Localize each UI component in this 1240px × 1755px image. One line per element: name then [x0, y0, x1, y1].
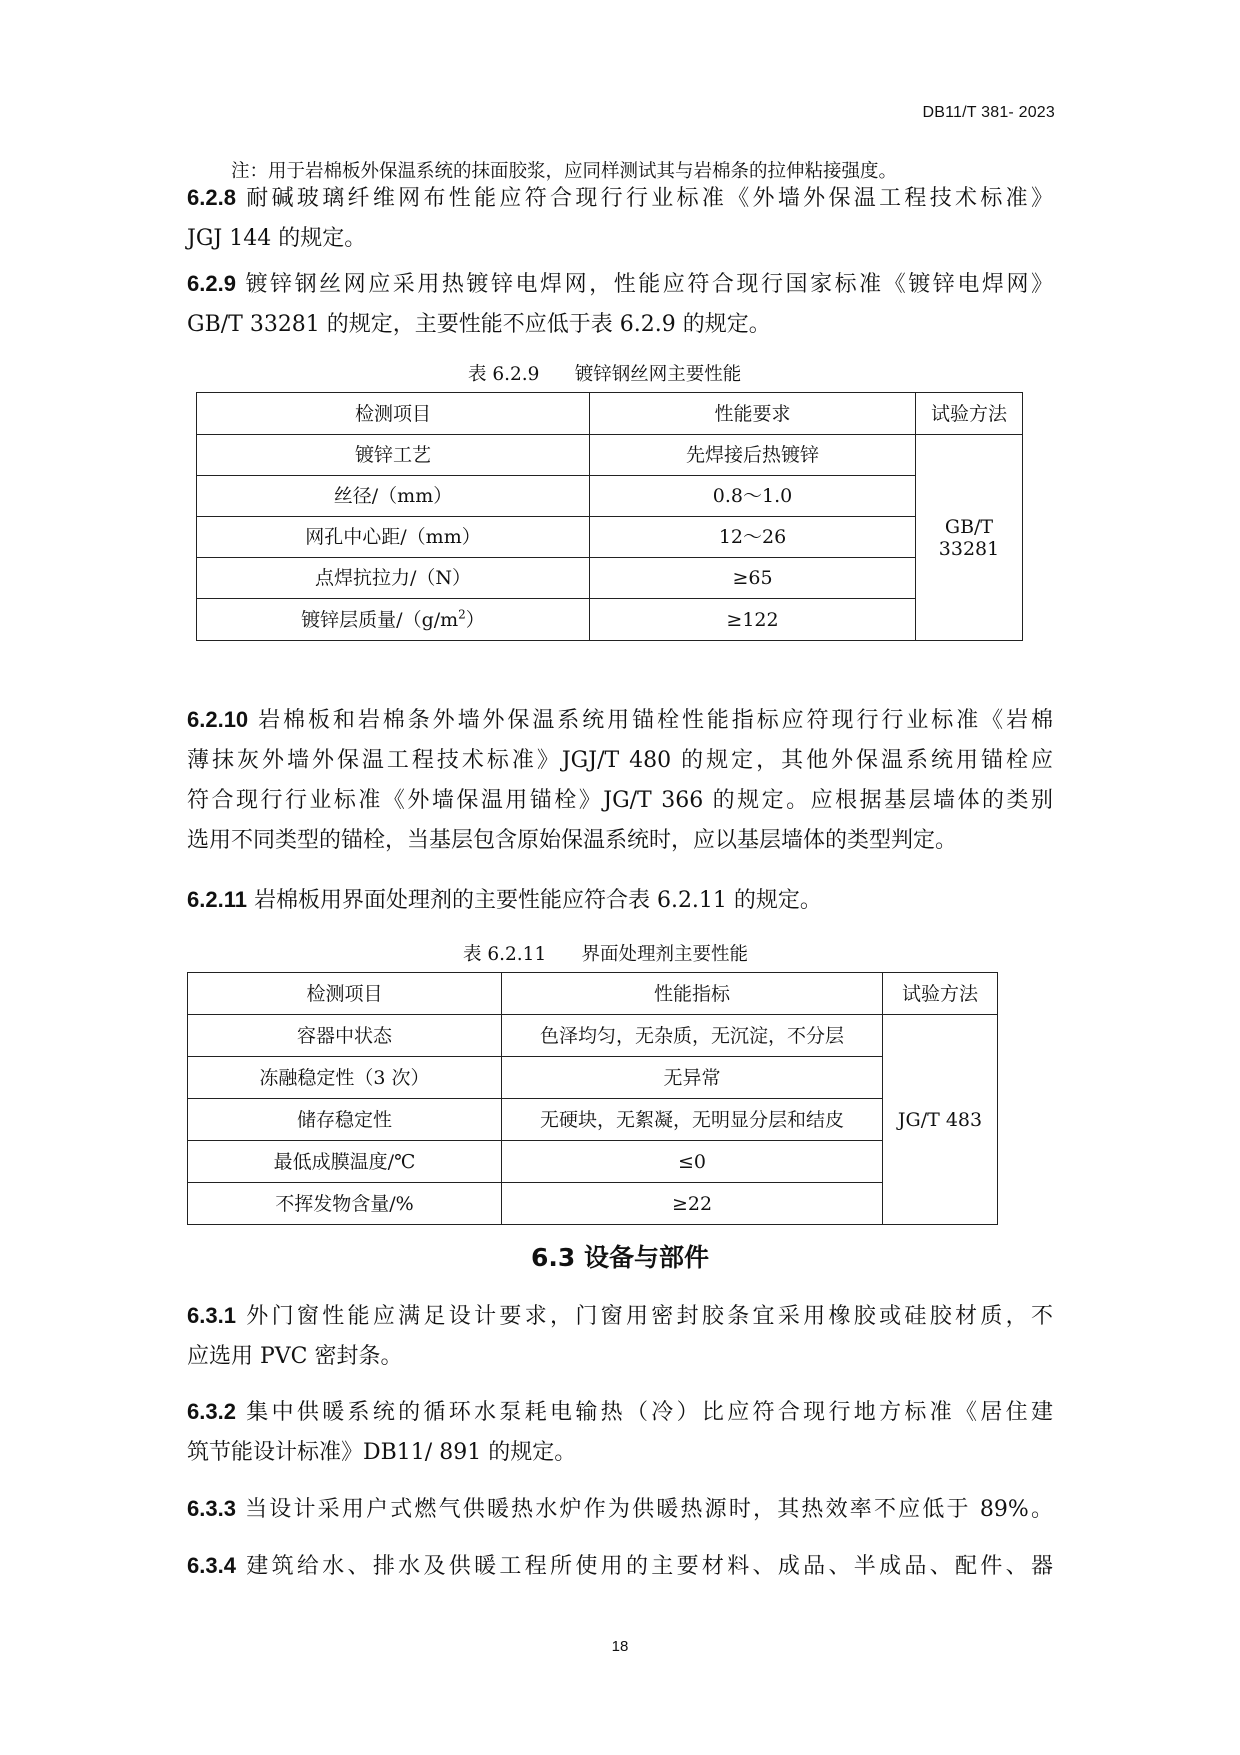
value-cell: ≤0 [502, 1141, 883, 1183]
item-cell [197, 599, 590, 641]
method-cell [916, 435, 1023, 641]
clause-text: 岩棉板用界面处理剂的主要性能应符合表 6.2.11 的规定。 [253, 888, 822, 913]
clause-6-3-2 [187, 1392, 1053, 1473]
clause-text: 外门窗性能应满足设计要求，门窗用密封胶条宜采用橡胶或硅胶材质，不 [246, 1304, 1053, 1329]
table-row [188, 1183, 998, 1225]
table-row [188, 1141, 998, 1183]
document-code: DB11/T 381- 2023 [922, 104, 1055, 121]
clause-6-2-11 [187, 880, 1053, 921]
table-row [188, 1057, 998, 1099]
clause-number: 6.3.4 [187, 1553, 236, 1578]
header-cell: 试验方法 [916, 393, 1023, 435]
clause-text: 筑节能设计标准》DB11/ 891 的规定。 [187, 1440, 577, 1465]
clause-text: 镀锌钢丝网应采用热镀锌电焊网，性能应符合现行国家标准《镀锌电焊网》 [245, 272, 1053, 297]
table-note: 注：用于岩棉板外保温系统的抹面胶浆，应同样测试其与岩棉条的拉伸粘接强度。 [231, 161, 898, 182]
value-cell: ≥65 [590, 558, 916, 599]
value-cell: 无硬块，无絮凝，无明显分层和结皮 [502, 1099, 883, 1141]
item-text: ） [465, 608, 485, 631]
method-text: 33281 [938, 537, 1000, 560]
table-header-row [197, 393, 1023, 435]
clause-number: 6.3.2 [187, 1399, 236, 1424]
value-cell: 色泽均匀，无杂质，无沉淀，不分层 [502, 1015, 883, 1057]
table-header-row [188, 973, 998, 1015]
clause-6-2-9 [187, 264, 1053, 345]
clause-text: 当设计采用户式燃气供暖热水炉作为供暖热源时，其热效率不应低于 89%。 [245, 1497, 1053, 1522]
caption-number: 表 6.2.11 [463, 944, 547, 965]
clause-6-3-3 [187, 1489, 1053, 1530]
clause-6-2-8 [187, 178, 1053, 259]
clause-6-3-1 [187, 1296, 1053, 1377]
item-cell: 容器中状态 [188, 1015, 502, 1057]
header-cell: 性能要求 [590, 393, 916, 435]
clause-text: 岩棉板和岩棉条外墙外保温系统用锚栓性能指标应符现行行业标准《岩棉 [258, 708, 1053, 733]
table-row [197, 558, 1023, 599]
table-6-2-11 [187, 972, 998, 1225]
clause-number: 6.3.3 [187, 1496, 236, 1521]
clause-text: JGJ 144 的规定。 [187, 226, 367, 251]
caption-title: 镀锌钢丝网主要性能 [574, 364, 742, 385]
clause-6-3-4 [187, 1546, 1053, 1587]
table-row [197, 517, 1023, 558]
value-cell: 无异常 [502, 1057, 883, 1099]
table-row [197, 599, 1023, 641]
page-number: 18 [611, 1638, 629, 1655]
item-cell: 不挥发物含量/% [188, 1183, 502, 1225]
clause-text: 符合现行行业标准《外墙保温用锚栓》JG/T 366 的规定。应根据基层墙体的类别 [187, 788, 1053, 813]
clause-text: 耐碱玻璃纤维网布性能应符合现行行业标准《外墙外保温工程技术标准》 [246, 186, 1053, 211]
section-heading: 6.3 设备与部件 [531, 1243, 709, 1272]
header-cell: 试验方法 [883, 973, 998, 1015]
table-6-2-9 [196, 392, 1023, 641]
header-cell: 检测项目 [197, 393, 590, 435]
clause-text: 集中供暖系统的循环水泵耗电输热（冷）比应符合现行地方标准《居住建 [246, 1400, 1053, 1425]
header-cell: 检测项目 [188, 973, 502, 1015]
value-cell: ≥122 [590, 599, 916, 641]
caption-number: 表 6.2.9 [468, 364, 540, 385]
caption-title: 界面处理剂主要性能 [581, 944, 749, 965]
table-row [197, 476, 1023, 517]
item-cell: 丝径/（mm） [197, 476, 590, 517]
clause-number: 6.2.8 [187, 185, 236, 210]
item-cell: 储存稳定性 [188, 1099, 502, 1141]
method-cell: JG/T 483 [883, 1015, 998, 1225]
header-cell: 性能指标 [502, 973, 883, 1015]
superscript: 2 [458, 607, 466, 622]
value-cell: 0.8～1.0 [590, 476, 916, 517]
clause-text: 选用不同类型的锚栓，当基层包含原始保温系统时，应以基层墙体的类型判定。 [187, 828, 958, 853]
clause-number: 6.2.11 [187, 887, 247, 912]
table-row [197, 435, 1023, 476]
table-row [188, 1099, 998, 1141]
value-cell: ≥22 [502, 1183, 883, 1225]
value-cell: 先焊接后热镀锌 [590, 435, 916, 476]
clause-6-2-10 [187, 700, 1053, 861]
table-row [188, 1015, 998, 1057]
clause-text: 薄抹灰外墙外保温工程技术标准》JGJ/T 480 的规定，其他外保温系统用锚栓应 [187, 748, 1053, 773]
clause-text: 应选用 PVC 密封条。 [187, 1344, 403, 1369]
item-cell: 网孔中心距/（mm） [197, 517, 590, 558]
clause-number: 6.3.1 [187, 1303, 236, 1328]
item-cell: 点焊抗拉力/（N） [197, 558, 590, 599]
table-6-2-11-caption [463, 940, 748, 966]
item-cell: 最低成膜温度/℃ [188, 1141, 502, 1183]
clause-number: 6.2.9 [187, 271, 236, 296]
value-cell: 12～26 [590, 517, 916, 558]
item-text: 镀锌层质量/（g/m [301, 608, 459, 631]
clause-number: 6.2.10 [187, 707, 249, 732]
item-cell: 冻融稳定性（3 次） [188, 1057, 502, 1099]
method-text: GB/T [944, 515, 994, 538]
clause-text: GB/T 33281 的规定，主要性能不应低于表 6.2.9 的规定。 [187, 312, 771, 337]
clause-text: 建筑给水、排水及供暖工程所使用的主要材料、成品、半成品、配件、器 [246, 1554, 1053, 1579]
table-6-2-9-caption [468, 360, 741, 386]
item-cell: 镀锌工艺 [197, 435, 590, 476]
